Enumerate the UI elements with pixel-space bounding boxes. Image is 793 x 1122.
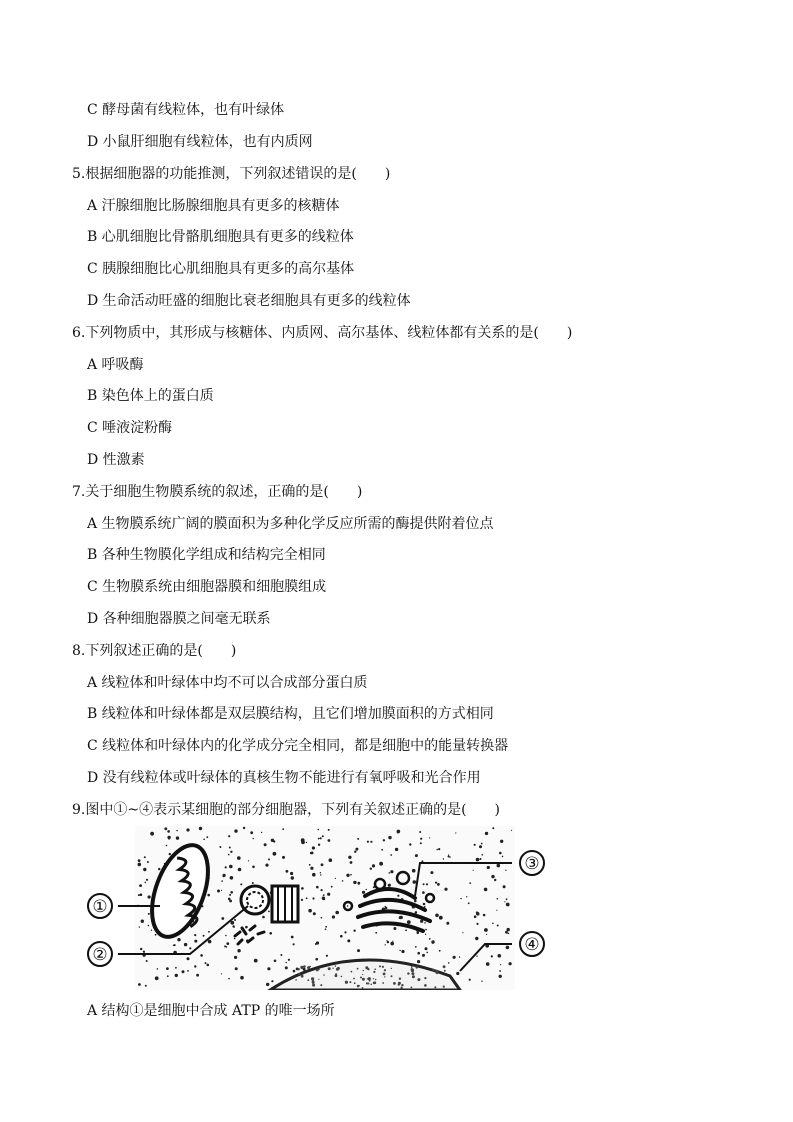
option-d-q4: D 小鼠肝细胞有线粒体，也有内质网 (87, 134, 313, 150)
label-1-text: ① (92, 897, 108, 917)
option-a-q8: A 线粒体和叶绿体中均不可以合成部分蛋白质 (87, 675, 368, 691)
option-a-q6: A 呼吸酶 (87, 357, 144, 373)
option-a-q7: A 生物膜系统广阔的膜面积为多种化学反应所需的酶提供附着位点 (87, 516, 494, 532)
label-2 (88, 942, 112, 966)
label-3-text: ③ (524, 854, 540, 874)
label-4-text: ④ (524, 935, 540, 955)
question-8: 8.下列叙述正确的是( ) (72, 643, 237, 659)
option-d-q5: D 生命活动旺盛的细胞比衰老细胞具有更多的线粒体 (87, 293, 411, 309)
option-d-q8: D 没有线粒体或叶绿体的真核生物不能进行有氧呼吸和光合作用 (87, 770, 481, 786)
cell-organelle-figure (80, 826, 552, 990)
label-1 (88, 894, 112, 918)
option-b-q8: B 线粒体和叶绿体都是双层膜结构，且它们增加膜面积的方式相同 (87, 706, 494, 722)
option-a-q9: A 结构①是细胞中合成 ATP 的唯一场所 (87, 1003, 335, 1019)
cell-diagram (80, 826, 552, 990)
option-b-q5: B 心肌细胞比骨骼肌细胞具有更多的线粒体 (87, 229, 354, 245)
option-d-q6: D 性激素 (87, 452, 145, 468)
question-5: 5.根据细胞器的功能推测，下列叙述错误的是( ) (72, 166, 391, 182)
option-c-q8: C 线粒体和叶绿体内的化学成分完全相同，都是细胞中的能量转换器 (87, 738, 509, 754)
label-2-text: ② (92, 945, 108, 965)
option-c-q7: C 生物膜系统由细胞器膜和细胞膜组成 (87, 579, 327, 595)
option-a-q5: A 汗腺细胞比肠腺细胞具有更多的核糖体 (87, 198, 340, 214)
option-c-q6: C 唾液淀粉酶 (87, 420, 173, 436)
label-3 (520, 851, 544, 875)
option-d-q7: D 各种细胞器膜之间毫无联系 (87, 611, 271, 627)
question-9: 9.图中①~④表示某细胞的部分细胞器，下列有关叙述正确的是( ) (72, 802, 501, 818)
label-4 (520, 932, 544, 956)
option-c-q4: C 酵母菌有线粒体，也有叶绿体 (87, 102, 285, 118)
question-7: 7.关于细胞生物膜系统的叙述，正确的是( ) (72, 484, 363, 500)
option-b-q7: B 各种生物膜化学组成和结构完全相同 (87, 547, 326, 563)
option-c-q5: C 胰腺细胞比心肌细胞具有更多的高尔基体 (87, 261, 355, 277)
option-b-q6: B 染色体上的蛋白质 (87, 388, 214, 404)
question-6: 6.下列物质中，其形成与核糖体、内质网、高尔基体、线粒体都有关系的是( ) (72, 325, 573, 341)
